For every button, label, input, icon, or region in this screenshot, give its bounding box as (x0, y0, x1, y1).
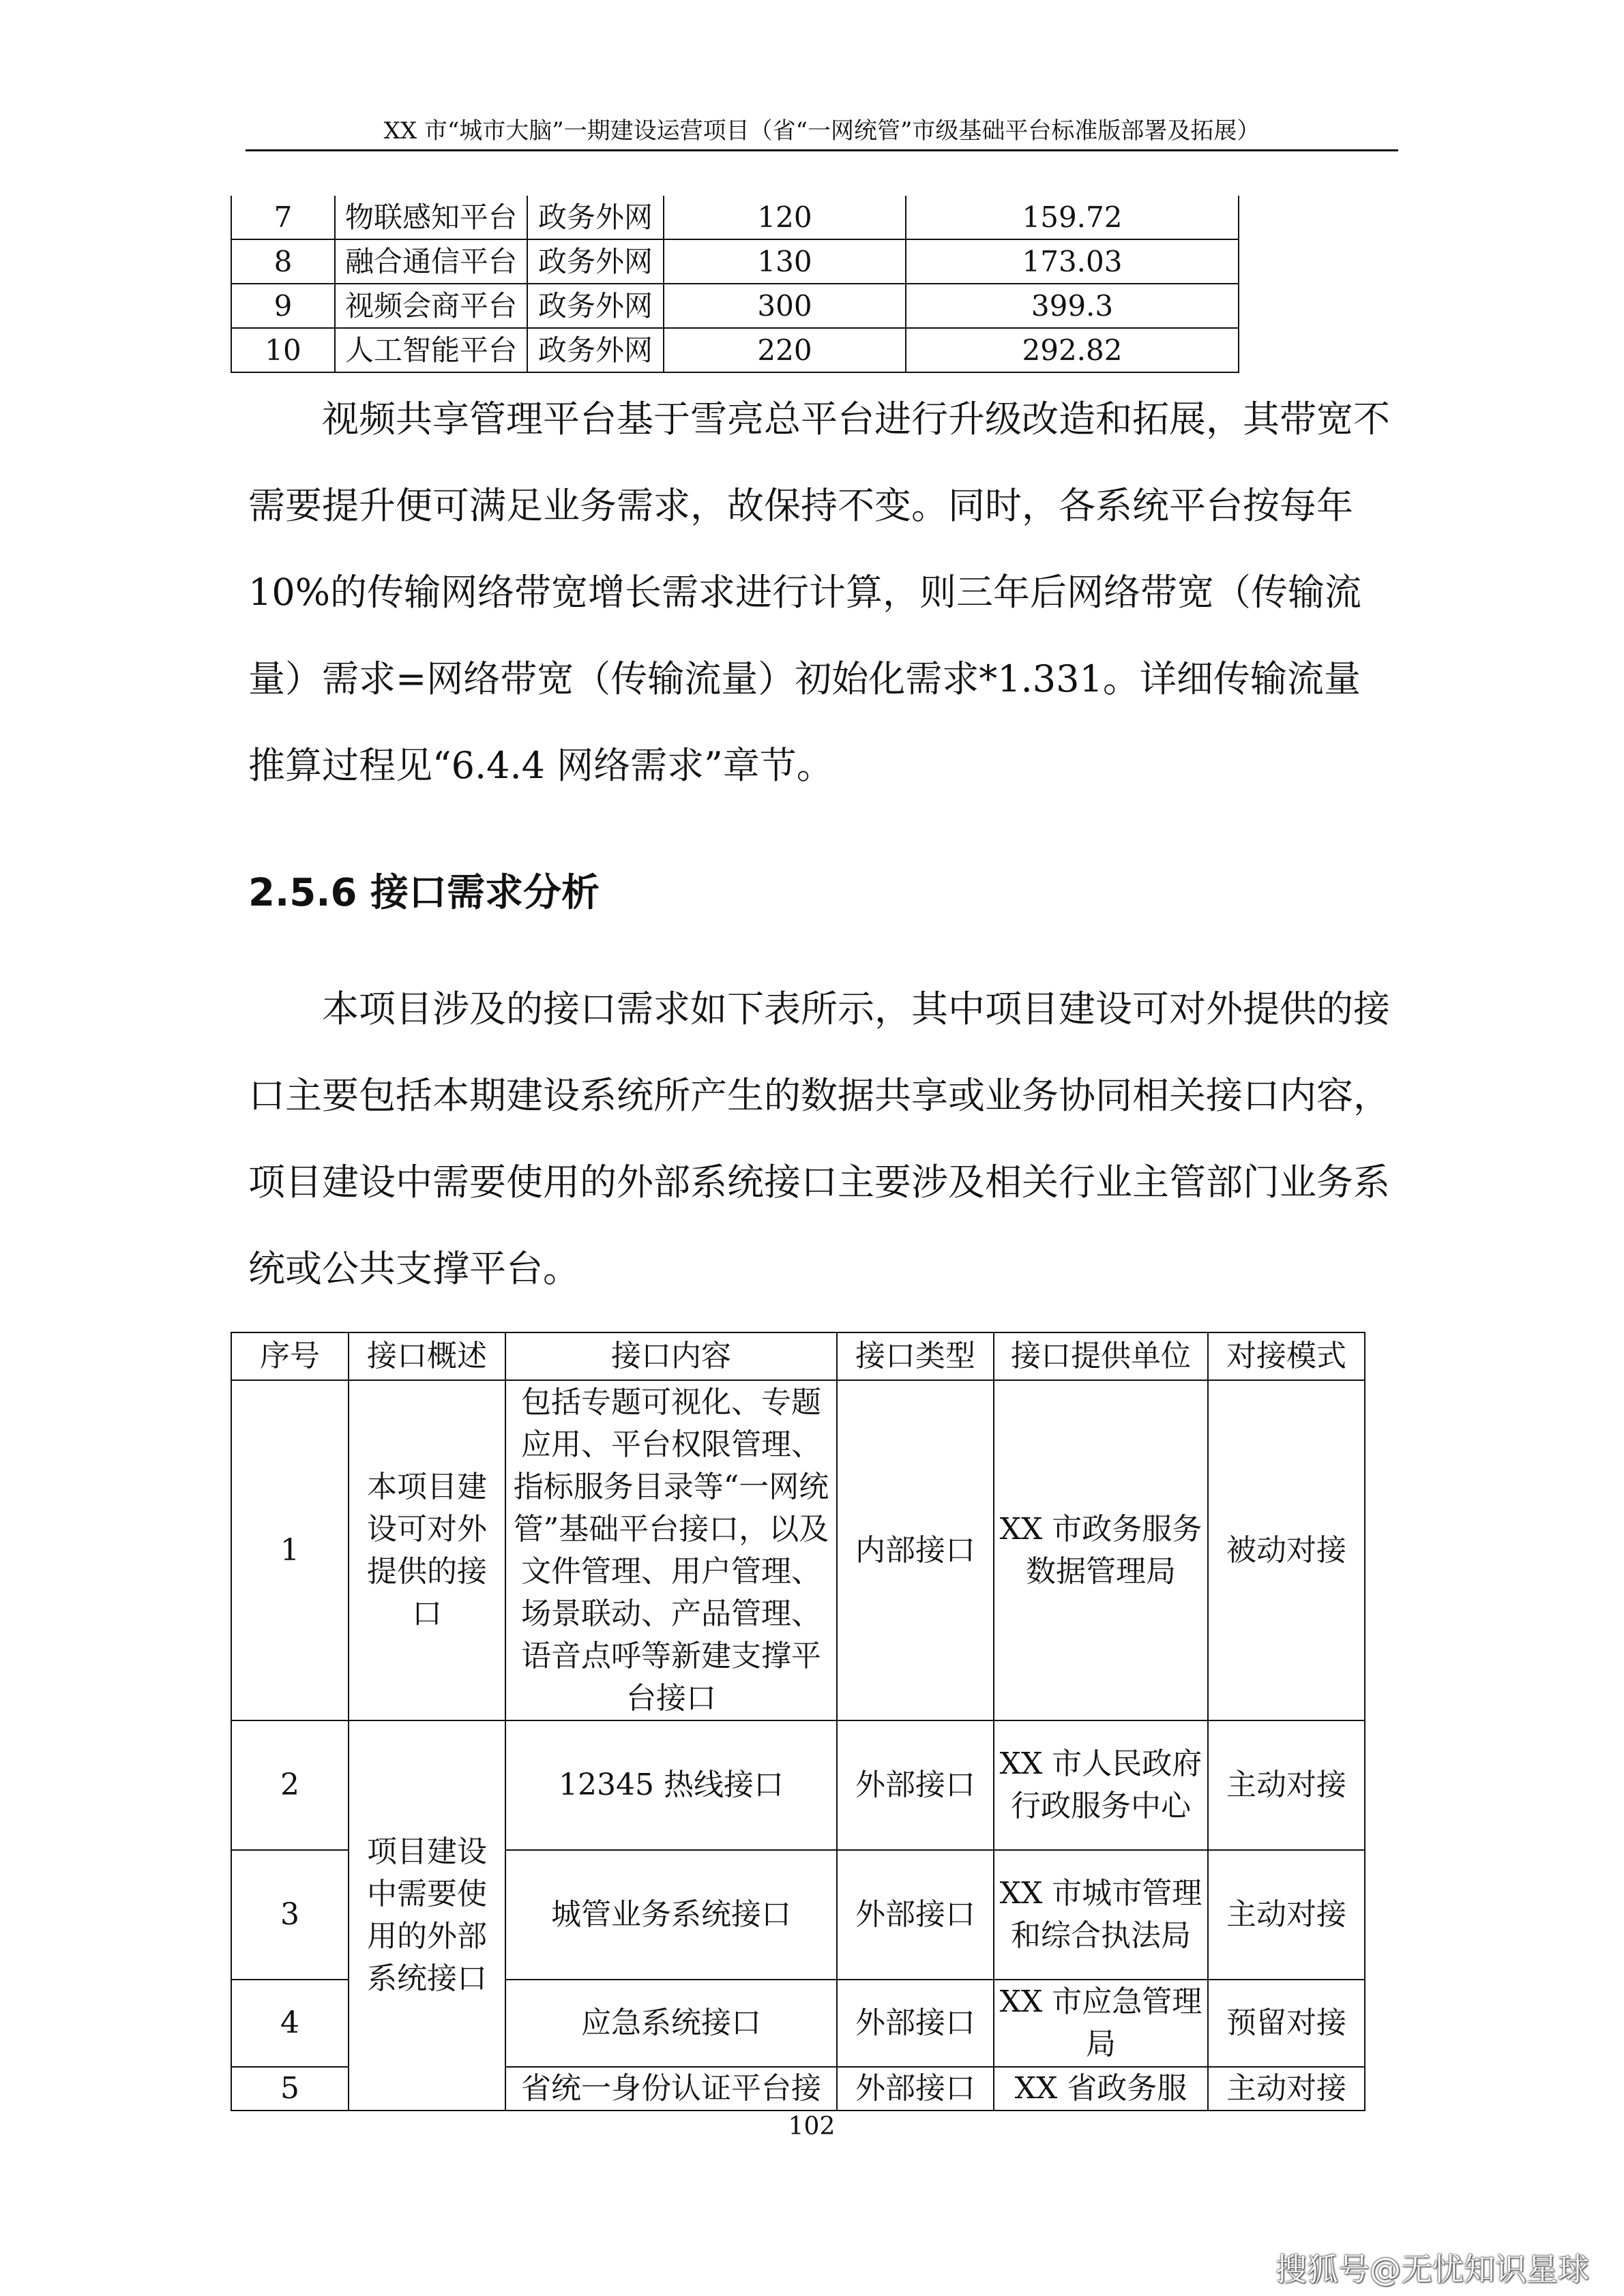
table-cell: 5 (231, 2067, 349, 2111)
table-cell: 9 (231, 284, 335, 328)
table-cell: 政务外网 (527, 284, 664, 328)
watermark-text: 搜狐号@无忧知识星球 (1275, 2251, 1589, 2288)
table-header-row (231, 1332, 1365, 1380)
table-cell: 主动对接 (1208, 2067, 1365, 2111)
table-cell: 173.03 (906, 239, 1239, 284)
page-number: 102 (788, 2113, 836, 2141)
table-cell: 政务外网 (527, 328, 664, 372)
table-cell: 物联感知平台 (335, 196, 527, 239)
body-paragraph: 本项目涉及的接口需求如下表所示，其中项目建设可对外提供的接口主要包括本期建设系统所产生的数据共享或业务协同相关接口内容，项目建设中需要使用的外部系统接口主要涉及相关行业主管部门业务系统或公共支撑平台。 (248, 987, 1390, 1290)
table-cell: 视频会商平台 (335, 284, 527, 328)
table-cell: 8 (231, 239, 335, 284)
table-cell: 外部接口 (837, 1720, 994, 1850)
table-row (231, 239, 1239, 284)
table-cell: 292.82 (906, 328, 1239, 372)
table-cell: 外部接口 (837, 1980, 994, 2067)
table-cell: 城管业务系统接口 (505, 1850, 837, 1980)
table-cell: 12345 热线接口 (505, 1720, 837, 1850)
table-cell: 人工智能平台 (335, 328, 527, 372)
table-row (231, 1720, 1365, 1850)
table-cell: 159.72 (906, 196, 1239, 239)
section-heading: 2.5.6 接口需求分析 (248, 871, 600, 915)
column-header: 接口类型 (837, 1332, 994, 1380)
column-header: 对接模式 (1208, 1332, 1365, 1380)
table-cell: 7 (231, 196, 335, 239)
table-row (231, 284, 1239, 328)
table-cell: 政务外网 (527, 196, 664, 239)
table-cell: 3 (231, 1850, 349, 1980)
table-cell: 本项目建设可对外提供的接口 (349, 1380, 505, 1720)
table-cell: 应急系统接口 (505, 1980, 837, 2067)
table-row (231, 196, 1239, 239)
table-cell: 被动对接 (1208, 1380, 1365, 1720)
header-divider (246, 149, 1398, 151)
table-cell: 政务外网 (527, 239, 664, 284)
table-row (231, 328, 1239, 372)
bandwidth-table (231, 196, 1239, 373)
table-cell: 10 (231, 328, 335, 372)
table-cell: 包括专题可视化、专题应用、平台权限管理、指标服务目录等“一网统管”基础平台接口，以及文件管理、用户管理、场景联动、产品管理、语音点呼等新建支撑平台接口 (505, 1380, 837, 1720)
table-cell: XX 市人民政府行政服务中心 (994, 1720, 1208, 1850)
table-cell: XX 市应急管理局 (994, 1980, 1208, 2067)
table-cell: 外部接口 (837, 1850, 994, 1980)
column-header: 接口概述 (349, 1332, 505, 1380)
table-row (231, 1380, 1365, 1720)
table-cell: 4 (231, 1980, 349, 2067)
table-cell: 省统一身份认证平台接 (505, 2067, 837, 2111)
table-cell: XX 市政务服务数据管理局 (994, 1380, 1208, 1720)
column-header: 接口提供单位 (994, 1332, 1208, 1380)
column-header: 接口内容 (505, 1332, 837, 1380)
table-cell: 2 (231, 1720, 349, 1850)
body-paragraph: 视频共享管理平台基于雪亮总平台进行升级改造和拓展，其带宽不需要提升便可满足业务需求，故保持不变。同时，各系统平台按每年 10%的传输网络带宽增长需求进行计算，则三年后网络带宽（传输流量）需求=网络带宽（传输流量）初始化需求*1.331。详细传输流量推算过程见“6.4.4 网络需求”章节。 (248, 398, 1390, 787)
table-cell: XX 市城市管理和综合执法局 (994, 1850, 1208, 1980)
table-cell: 主动对接 (1208, 1850, 1365, 1980)
page-header: XX 市“城市大脑”一期建设运营项目（省“一网统管”市级基础平台标准版部署及拓展） (383, 117, 1260, 145)
table-cell: 220 (664, 328, 906, 372)
table-cell: 1 (231, 1380, 349, 1720)
table-cell: 内部接口 (837, 1380, 994, 1720)
table-cell: 120 (664, 196, 906, 239)
column-header: 序号 (231, 1332, 349, 1380)
table-cell: 130 (664, 239, 906, 284)
table-cell: 399.3 (906, 284, 1239, 328)
table-cell: 外部接口 (837, 2067, 994, 2111)
table-cell: 300 (664, 284, 906, 328)
table-cell: 融合通信平台 (335, 239, 527, 284)
table-cell: 主动对接 (1208, 1720, 1365, 1850)
table-cell: 预留对接 (1208, 1980, 1365, 2067)
table-cell: 项目建设中需要使用的外部系统接口 (349, 1720, 505, 2111)
table-cell: XX 省政务服 (994, 2067, 1208, 2111)
interface-table (231, 1332, 1365, 2111)
